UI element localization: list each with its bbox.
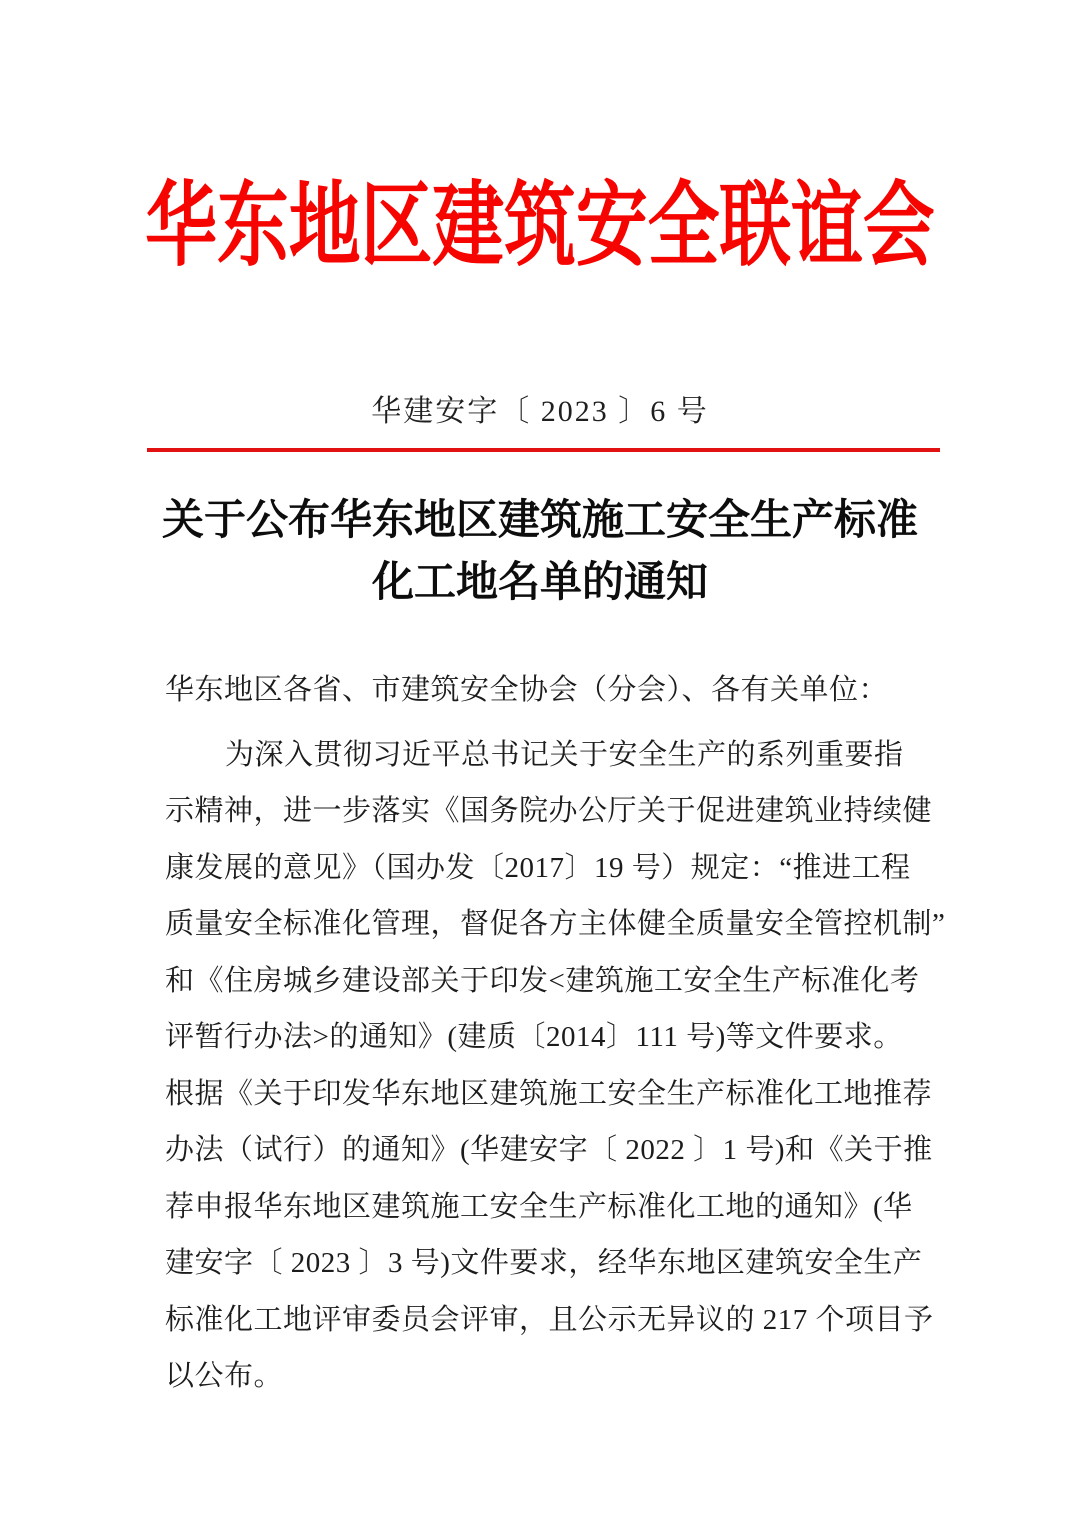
body-line: 和《住房城乡建设部关于印发<建筑施工安全生产标准化考 — [165, 964, 920, 997]
body-paragraph — [165, 727, 945, 1405]
notice-title-line1: 关于公布华东地区建筑施工安全生产标准 — [161, 498, 918, 544]
notice-title — [0, 490, 1080, 614]
org-letterhead-title: 华东地区建筑安全联谊会 — [145, 175, 935, 277]
body-line: 为深入贯彻习近平总书记关于安全生产的系列重要指 — [225, 738, 904, 771]
body-line: 示精神，进一步落实《国务院办公厅关于促进建筑业持续健 — [165, 795, 933, 827]
body-line: 标准化工地评审委员会评审，且公示无异议的 217 个项目予 — [165, 1303, 934, 1336]
salutation-line: 华东地区各省、市建筑安全协会（分会）、各有关单位： — [165, 674, 889, 706]
body-line: 办法（试行）的通知》(华建安字〔 2022 〕1 号)和《关于推 — [165, 1134, 933, 1166]
body-line: 根据《关于印发华东地区建筑施工安全生产标准化工地推荐 — [165, 1077, 933, 1110]
document-number: 华建安字〔 2023 〕6 号 — [371, 395, 709, 428]
document-body — [165, 662, 945, 1405]
red-separator-rule — [147, 448, 940, 452]
body-line: 建安字〔 2023 〕3 号)文件要求，经华东地区建筑安全生产 — [165, 1247, 923, 1279]
body-line: 质量安全标准化管理，督促各方主体健全质量安全管控机制” — [165, 908, 946, 940]
body-line: 评暂行办法>的通知》(建质〔2014〕111 号)等文件要求。 — [165, 1021, 903, 1053]
body-line: 康发展的意见》（国办发〔2017〕19 号）规定：“推进工程 — [165, 851, 911, 884]
body-line: 以公布。 — [165, 1360, 284, 1392]
notice-title-line2: 化工地名单的通知 — [371, 560, 708, 606]
body-line: 荐申报华东地区建筑施工安全生产标准化工地的通知》(华 — [165, 1190, 913, 1223]
